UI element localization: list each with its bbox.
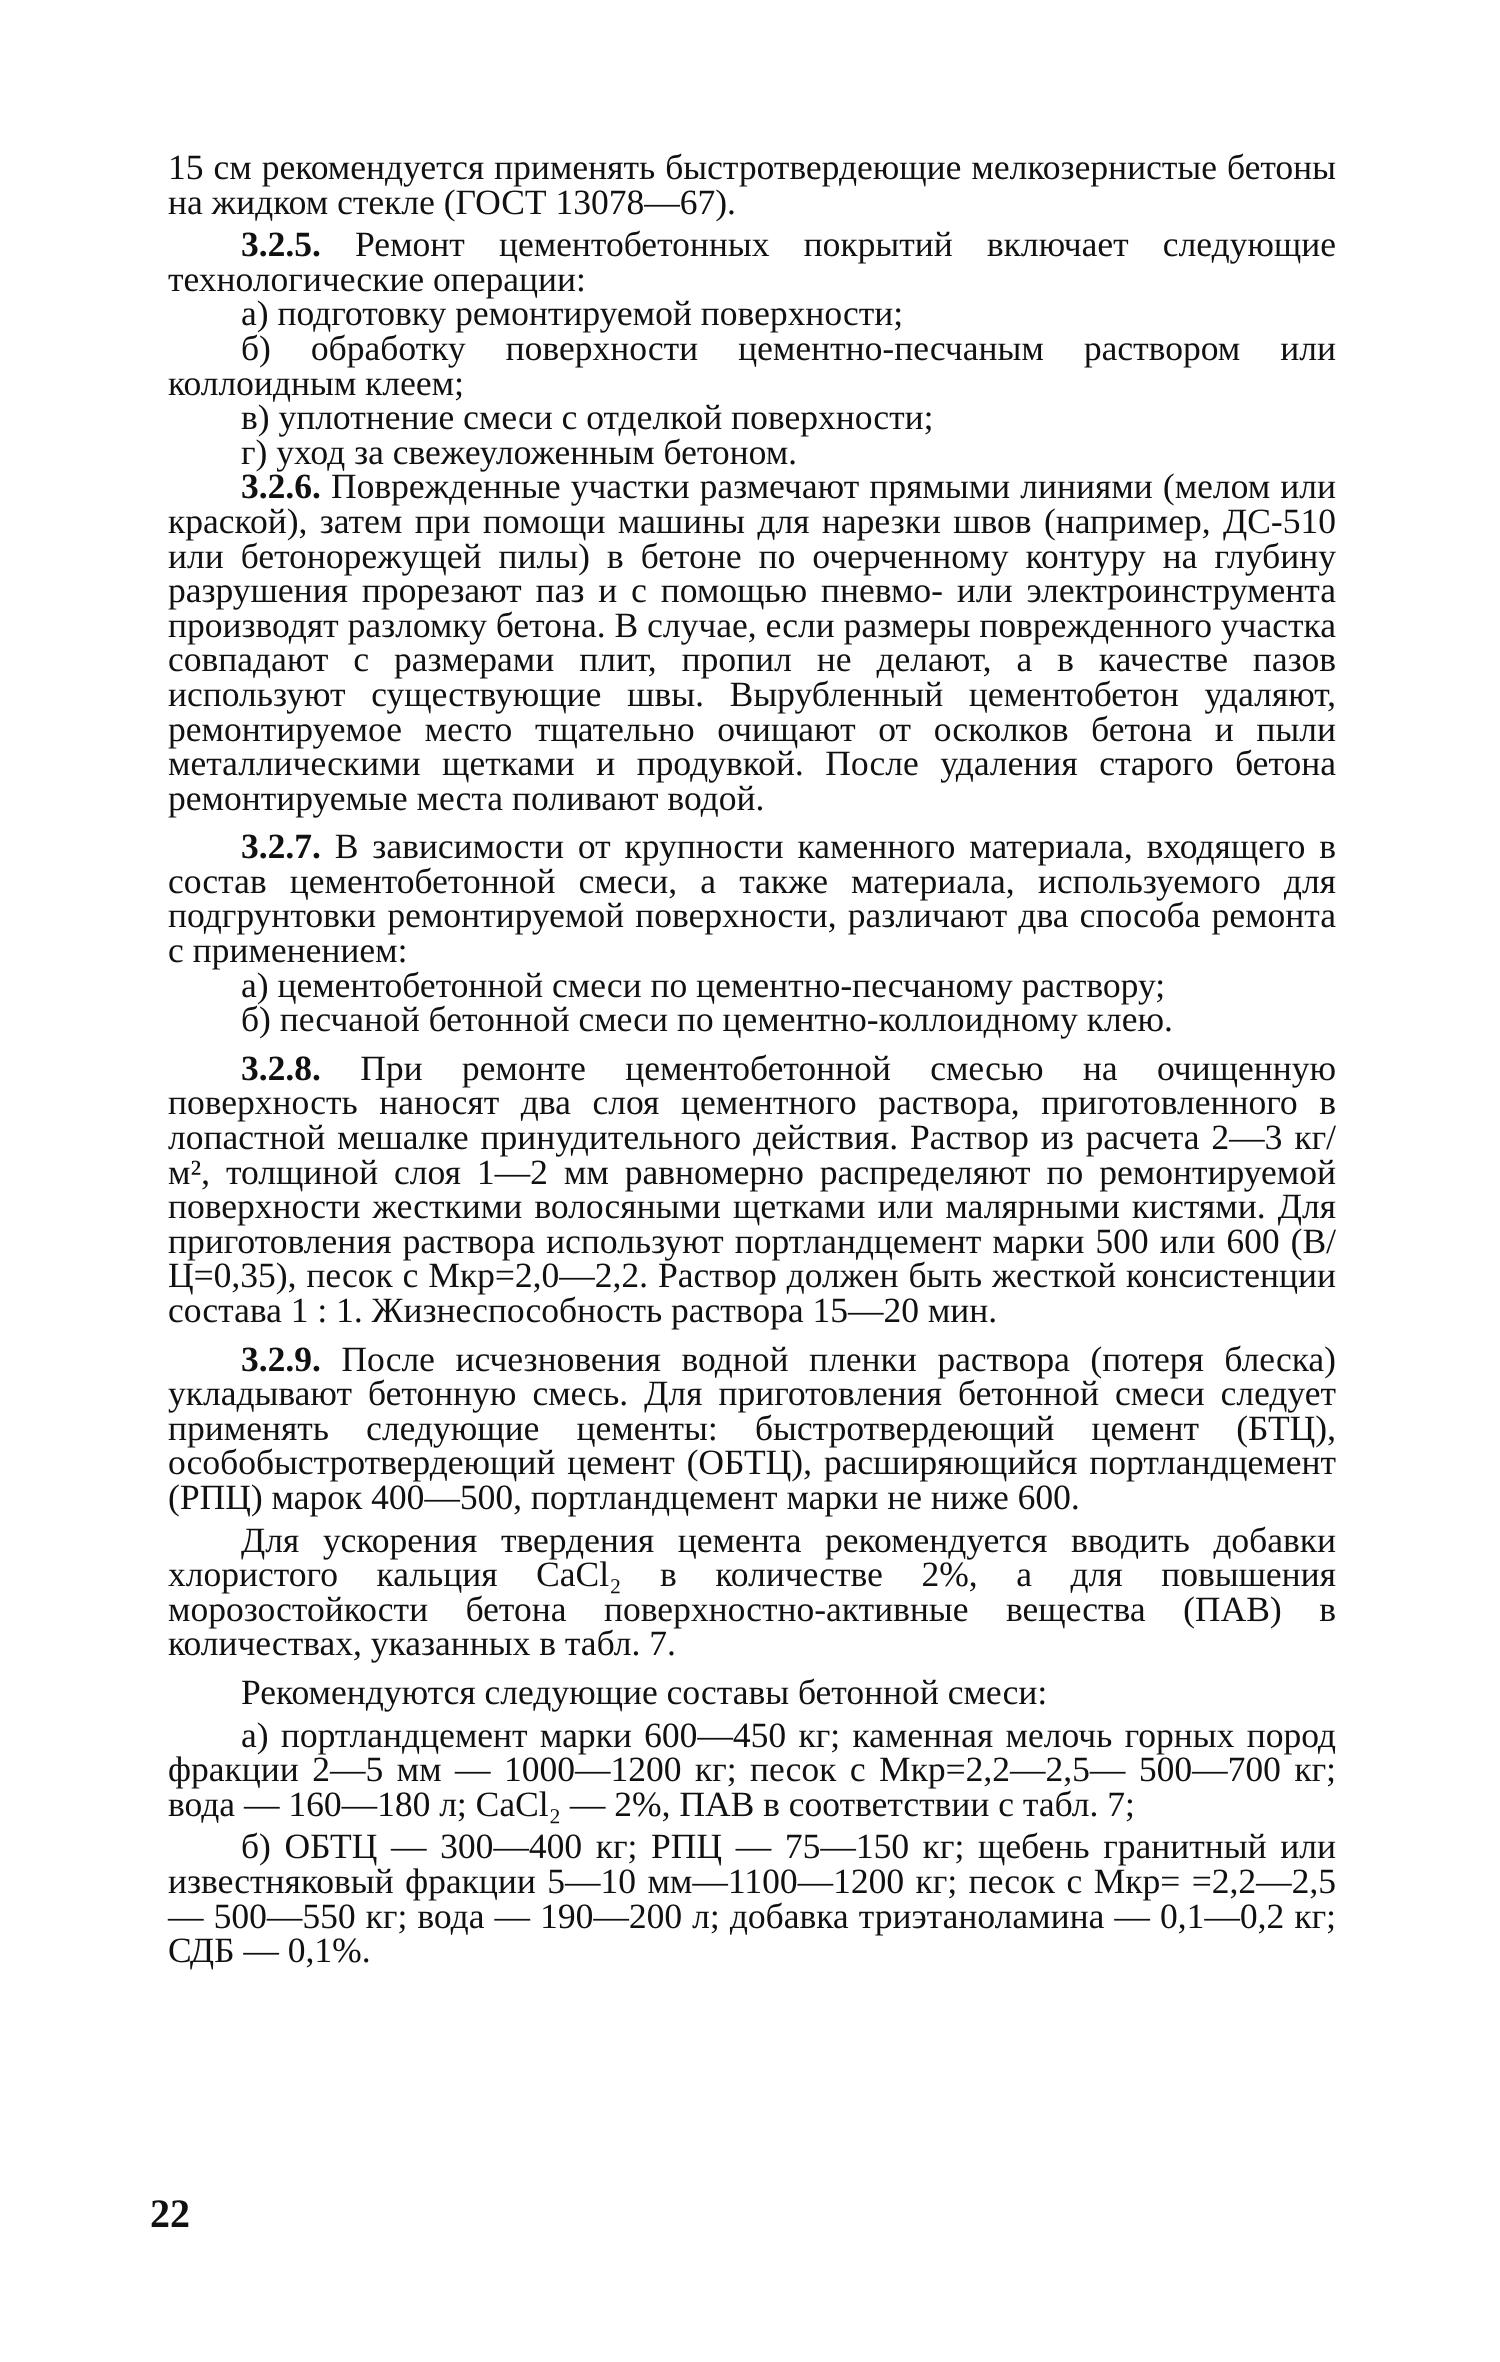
page-number: 22 bbox=[150, 2191, 190, 2236]
paragraph-3-2-8 bbox=[168, 1047, 1336, 1330]
composition-a bbox=[168, 1714, 1336, 1824]
paragraph-text: Для ускорения твердения цемента рекомендуется вводить добавки хлористого кальция CaCl₂ в количестве 2%, а для повышения морозостойкости бетона поверхностно-активные вещества (ПАВ) в количествах, указанных в табл. 7. bbox=[168, 1519, 1336, 1664]
paragraph-text: Поврежденные участки размечают прямыми линиями (мелом или краской), затем при помощи машины для нарезки швов (например, ДС-510 или бетонорежущей пилы) в бетоне по очерченному контуру на глубину разрушения прорезают паз и с помощью пневмо- или электроинструмента производят разломку бетона. В случае, если размеры поврежденного участка совпадают с размерами плит, пропил не делают, а в качестве пазов используют существующие швы. Вырубленный цементобетон удаляют, ремонтируемое место тщательно очищают от осколков бетона и пыли металлическими щетками и продувкой. После удаления старого бетона ремонтируемые места поливают водой. bbox=[168, 466, 1337, 818]
section-number: 3.2.7. bbox=[241, 826, 321, 867]
paragraph-additives bbox=[168, 1519, 1336, 1664]
paragraph-3-2-5 bbox=[168, 224, 1336, 299]
list-item-text: б) песчаной бетонной смеси по цементно-коллоидному клею. bbox=[241, 999, 1173, 1040]
list-item-text: а) подготовку ремонтируемой поверхности; bbox=[241, 293, 904, 334]
paragraph-compositions-heading bbox=[168, 1671, 1336, 1712]
list-item-text: а) цементобетонной смеси по цементно-песчаному раствору; bbox=[241, 964, 1166, 1005]
list-item-c bbox=[168, 397, 1336, 438]
list-item-text: б) обработку поверхности цементно-песчаным раствором или коллоидным клеем; bbox=[168, 327, 1336, 403]
list-item-text: г) уход за свежеуложенным бетоном. bbox=[241, 431, 798, 472]
composition-text: б) ОБТЦ — 300—400 кг; РПЦ — 75—150 кг; щебень гранитный или известняковый фракции 5—10 мм—1100—1200 кг; песок с Мкр= =2,2—2,5 — 500—550 кг; вода — 190—200 л; добавка триэтаноламина — 0,1—0,2 кг; СДБ — 0,1%. bbox=[168, 1826, 1336, 1971]
paragraph-text: После исчезновения водной пленки раствора (потеря блеска) укладывают бетонную смесь. Для приготовления бетонной смеси следует применять следующие цементы: быстротвердеющий цемент (БТЦ), особобыстротвердеющий цемент (ОБТЦ), расширяющийся портландцемент (РПЦ) марок 400—500, портландцемент марки не ниже 600. bbox=[168, 1338, 1336, 1517]
paragraph-text: 15 см рекомендуется применять быстротвердеющие мелкозернистые бетоны на жидком стекле (ГОСТ 13078—67). bbox=[168, 147, 1336, 222]
paragraph-text: В зависимости от крупности каменного материала, входящего в состав цементобетонной смеси, а также материала, используемого для подгрунтовки ремонтируемой поверхности, различают два способа ремонта с применением: bbox=[168, 826, 1337, 971]
paragraph-intro bbox=[168, 147, 1336, 222]
section-number: 3.2.8. bbox=[241, 1047, 321, 1088]
paragraph-text: При ремонте цементобетонной смесью на очищенную поверхность наносят два слоя цементного раствора, приготовленного в лопастной мешалке принудительного действия. Раствор из расчета 2—3 кг/м², толщиной слоя 1—2 мм равномерно распределяют по ремонтируемой поверхности жесткими волосяными щетками или малярными кистями. Для приготовления раствора используют портландцемент марки 500 или 600 (В/Ц=0,35), песок с Мкр=2,0—2,2. Раствор должен быть жесткой консистенции состава 1 : 1. Жизнеспособность раствора 15—20 мин. bbox=[168, 1047, 1336, 1330]
list-item-b bbox=[168, 327, 1336, 403]
paragraph-3-2-9 bbox=[168, 1338, 1336, 1517]
list-item-a bbox=[168, 293, 1336, 334]
paragraph-text: Рекомендуются следующие составы бетонной смеси: bbox=[241, 1671, 1048, 1712]
paragraph-3-2-6 bbox=[168, 466, 1337, 818]
document-page bbox=[168, 147, 1337, 1971]
list-item-b bbox=[168, 999, 1336, 1040]
list-item-text: в) уплотнение смеси с отделкой поверхности; bbox=[241, 397, 934, 438]
section-number: 3.2.5. bbox=[241, 224, 321, 265]
section-number: 3.2.9. bbox=[241, 1338, 321, 1379]
paragraph-text: Ремонт цементобетонных покрытий включает следующие технологические операции: bbox=[168, 224, 1336, 299]
composition-text: а) портландцемент марки 600—450 кг; каменная мелочь горных пород фракции 2—5 мм — 1000—1200 кг; песок с Мкр=2,2—2,5— 500—700 кг; вода — 160—180 л; CaCl₂ — 2%, ПАВ в соответствии с табл. 7; bbox=[168, 1714, 1336, 1824]
paragraph-3-2-7 bbox=[168, 826, 1337, 971]
list-item-a bbox=[168, 964, 1336, 1005]
section-number: 3.2.6. bbox=[241, 466, 321, 507]
list-item-d bbox=[168, 431, 1336, 472]
composition-b bbox=[168, 1826, 1336, 1971]
